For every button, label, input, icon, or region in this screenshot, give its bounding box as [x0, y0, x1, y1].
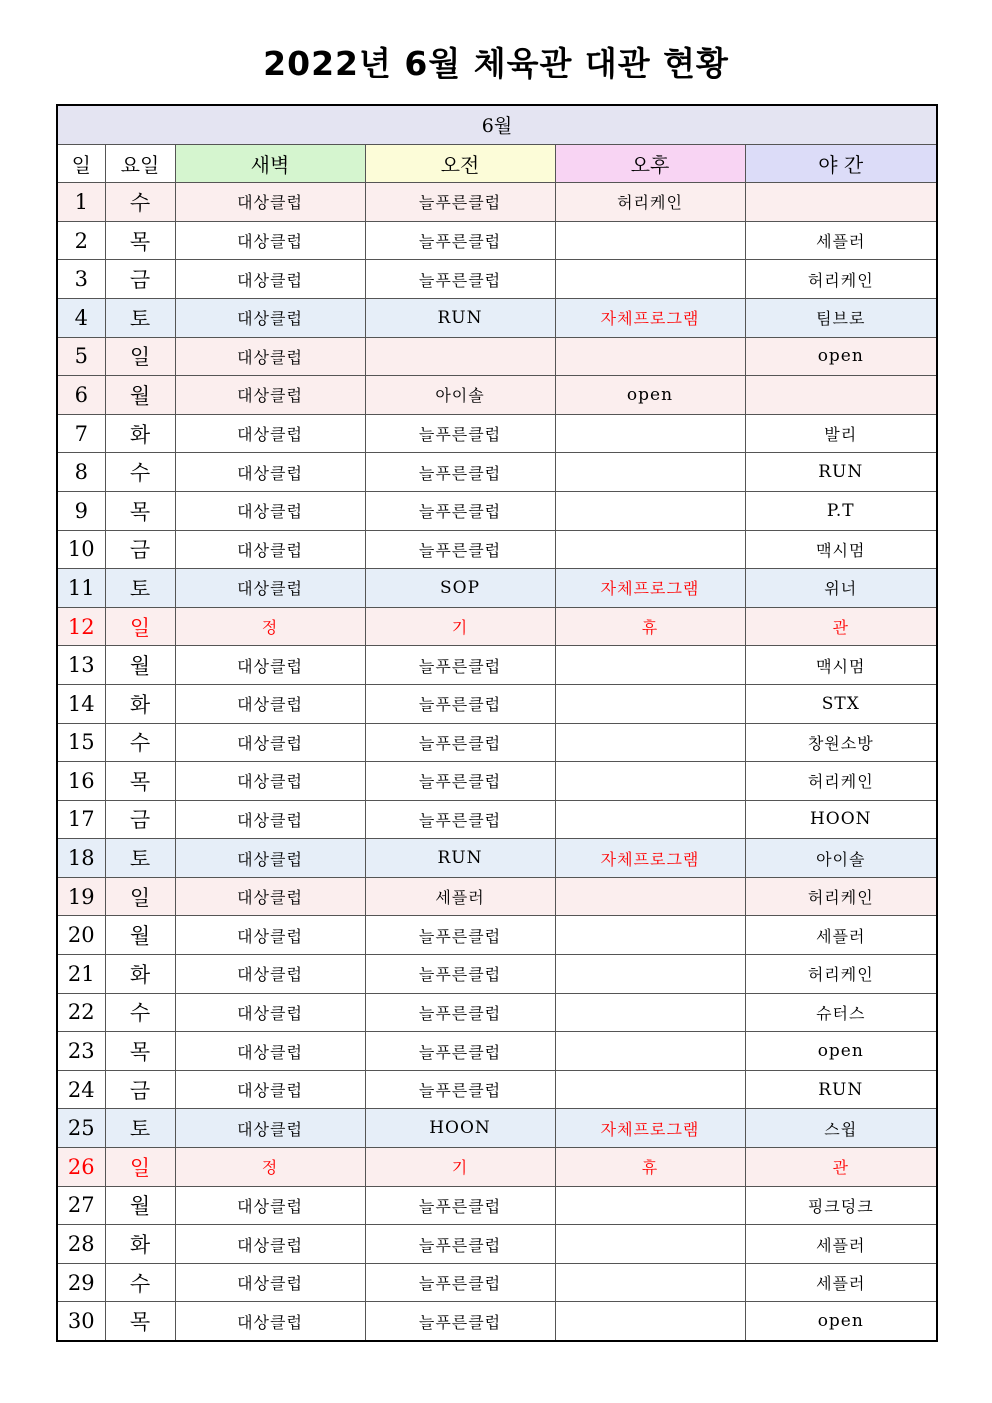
afternoon-cell — [555, 955, 745, 994]
day-cell: 24 — [57, 1070, 105, 1109]
dawn-cell: 대상클럽 — [175, 762, 365, 801]
morning-cell: 늘푸른클럽 — [365, 1225, 555, 1264]
table-row — [57, 337, 937, 376]
table-row — [57, 646, 937, 685]
night-cell — [745, 376, 937, 415]
weekday-cell: 월 — [105, 916, 175, 955]
dawn-cell: 대상클럽 — [175, 453, 365, 492]
dawn-cell: 대상클럽 — [175, 839, 365, 878]
afternoon-cell: 자체프로그램 — [555, 569, 745, 608]
night-cell: 아이솔 — [745, 839, 937, 878]
day-cell: 25 — [57, 1109, 105, 1148]
morning-cell: 늘푸른클럽 — [365, 414, 555, 453]
morning-cell: RUN — [365, 298, 555, 337]
day-cell: 20 — [57, 916, 105, 955]
morning-cell: HOON — [365, 1109, 555, 1148]
weekday-cell: 월 — [105, 1186, 175, 1225]
weekday-cell: 수 — [105, 453, 175, 492]
month-label: 6월 — [57, 105, 937, 144]
table-row — [57, 955, 937, 994]
weekday-cell: 일 — [105, 877, 175, 916]
weekday-cell: 화 — [105, 1225, 175, 1264]
morning-cell: 늘푸른클럽 — [365, 646, 555, 685]
afternoon-cell — [555, 684, 745, 723]
morning-cell: 늘푸른클럽 — [365, 723, 555, 762]
day-cell: 9 — [57, 491, 105, 530]
day-cell: 12 — [57, 607, 105, 646]
afternoon-cell — [555, 916, 745, 955]
table-row — [57, 1186, 937, 1225]
morning-cell: 늘푸른클럽 — [365, 1302, 555, 1341]
weekday-cell: 토 — [105, 1109, 175, 1148]
night-cell: STX — [745, 684, 937, 723]
dawn-cell: 대상클럽 — [175, 955, 365, 994]
day-cell: 8 — [57, 453, 105, 492]
afternoon-cell — [555, 1070, 745, 1109]
table-row — [57, 1263, 937, 1302]
afternoon-cell — [555, 877, 745, 916]
weekday-cell: 일 — [105, 1148, 175, 1187]
dawn-cell: 대상클럽 — [175, 1070, 365, 1109]
morning-cell: 늘푸른클럽 — [365, 916, 555, 955]
table-row — [57, 993, 937, 1032]
afternoon-cell — [555, 337, 745, 376]
night-cell: 슈터스 — [745, 993, 937, 1032]
day-cell: 19 — [57, 877, 105, 916]
dawn-cell: 대상클럽 — [175, 376, 365, 415]
day-cell: 10 — [57, 530, 105, 569]
table-row — [57, 723, 937, 762]
afternoon-cell — [555, 491, 745, 530]
weekday-cell: 목 — [105, 491, 175, 530]
night-cell: HOON — [745, 800, 937, 839]
morning-cell: 늘푸른클럽 — [365, 221, 555, 260]
weekday-cell: 월 — [105, 646, 175, 685]
table-row — [57, 1225, 937, 1264]
day-cell: 29 — [57, 1263, 105, 1302]
afternoon-cell — [555, 646, 745, 685]
night-cell: 핑크덩크 — [745, 1186, 937, 1225]
morning-cell: 늘푸른클럽 — [365, 183, 555, 222]
morning-cell: 늘푸른클럽 — [365, 762, 555, 801]
table-row — [57, 607, 937, 646]
dawn-cell: 대상클럽 — [175, 1263, 365, 1302]
morning-cell: 기 — [365, 1148, 555, 1187]
afternoon-cell — [555, 1302, 745, 1341]
weekday-cell: 수 — [105, 723, 175, 762]
dawn-cell: 대상클럽 — [175, 260, 365, 299]
dawn-cell: 대상클럽 — [175, 916, 365, 955]
afternoon-cell: 휴 — [555, 607, 745, 646]
night-cell: 위너 — [745, 569, 937, 608]
morning-cell: SOP — [365, 569, 555, 608]
table-row — [57, 1148, 937, 1187]
table-row — [57, 1302, 937, 1341]
dawn-cell: 대상클럽 — [175, 877, 365, 916]
table-row — [57, 916, 937, 955]
weekday-cell: 토 — [105, 569, 175, 608]
morning-cell: RUN — [365, 839, 555, 878]
day-cell: 22 — [57, 993, 105, 1032]
morning-cell: 세플러 — [365, 877, 555, 916]
dawn-cell: 대상클럽 — [175, 183, 365, 222]
afternoon-cell — [555, 530, 745, 569]
night-cell: 허리케인 — [745, 762, 937, 801]
column-header-row — [57, 144, 937, 183]
day-cell: 11 — [57, 569, 105, 608]
night-cell: open — [745, 1032, 937, 1071]
weekday-cell: 목 — [105, 762, 175, 801]
night-cell: 발리 — [745, 414, 937, 453]
table-row — [57, 877, 937, 916]
afternoon-cell — [555, 1186, 745, 1225]
table-row — [57, 453, 937, 492]
day-cell: 17 — [57, 800, 105, 839]
morning-cell: 늘푸른클럽 — [365, 800, 555, 839]
night-cell: 맥시멈 — [745, 530, 937, 569]
dawn-cell: 대상클럽 — [175, 298, 365, 337]
morning-cell: 기 — [365, 607, 555, 646]
dawn-cell: 대상클럽 — [175, 1186, 365, 1225]
dawn-cell: 대상클럽 — [175, 491, 365, 530]
dawn-cell: 대상클럽 — [175, 646, 365, 685]
table-row — [57, 1032, 937, 1071]
afternoon-cell — [555, 414, 745, 453]
dawn-cell: 대상클럽 — [175, 569, 365, 608]
weekday-cell: 토 — [105, 298, 175, 337]
table-row — [57, 221, 937, 260]
afternoon-cell: 자체프로그램 — [555, 298, 745, 337]
afternoon-cell — [555, 453, 745, 492]
day-cell: 26 — [57, 1148, 105, 1187]
weekday-cell: 수 — [105, 993, 175, 1032]
night-cell: 허리케인 — [745, 877, 937, 916]
night-cell — [745, 183, 937, 222]
morning-cell — [365, 337, 555, 376]
header-afternoon: 오후 — [555, 144, 745, 183]
day-cell: 4 — [57, 298, 105, 337]
dawn-cell: 정 — [175, 607, 365, 646]
night-cell: open — [745, 1302, 937, 1341]
weekday-cell: 화 — [105, 684, 175, 723]
day-cell: 27 — [57, 1186, 105, 1225]
day-cell: 28 — [57, 1225, 105, 1264]
morning-cell: 늘푸른클럽 — [365, 1263, 555, 1302]
night-cell: 창원소방 — [745, 723, 937, 762]
afternoon-cell — [555, 1263, 745, 1302]
night-cell: 관 — [745, 1148, 937, 1187]
weekday-cell: 금 — [105, 530, 175, 569]
dawn-cell: 대상클럽 — [175, 337, 365, 376]
day-cell: 2 — [57, 221, 105, 260]
afternoon-cell — [555, 800, 745, 839]
afternoon-cell — [555, 762, 745, 801]
table-row — [57, 491, 937, 530]
afternoon-cell — [555, 260, 745, 299]
weekday-cell: 수 — [105, 1263, 175, 1302]
table-row — [57, 414, 937, 453]
morning-cell: 늘푸른클럽 — [365, 1032, 555, 1071]
table-row — [57, 800, 937, 839]
day-cell: 7 — [57, 414, 105, 453]
night-cell: open — [745, 337, 937, 376]
night-cell: 세플러 — [745, 1263, 937, 1302]
afternoon-cell: 자체프로그램 — [555, 839, 745, 878]
morning-cell: 늘푸른클럽 — [365, 453, 555, 492]
day-cell: 16 — [57, 762, 105, 801]
page-title: 2022년 6월 체육관 대관 현황 — [263, 44, 729, 83]
morning-cell: 늘푸른클럽 — [365, 1070, 555, 1109]
night-cell: 팀브로 — [745, 298, 937, 337]
weekday-cell: 일 — [105, 607, 175, 646]
day-cell: 3 — [57, 260, 105, 299]
table-row — [57, 1070, 937, 1109]
weekday-cell: 일 — [105, 337, 175, 376]
dawn-cell: 대상클럽 — [175, 993, 365, 1032]
morning-cell: 아이솔 — [365, 376, 555, 415]
night-cell: 세플러 — [745, 221, 937, 260]
afternoon-cell: 허리케인 — [555, 183, 745, 222]
weekday-cell: 목 — [105, 1032, 175, 1071]
weekday-cell: 화 — [105, 414, 175, 453]
table-row — [57, 183, 937, 222]
header-weekday: 요일 — [105, 144, 175, 183]
month-header-row — [57, 105, 937, 144]
day-cell: 21 — [57, 955, 105, 994]
table-row — [57, 260, 937, 299]
table-row — [57, 569, 937, 608]
afternoon-cell: 자체프로그램 — [555, 1109, 745, 1148]
night-cell: RUN — [745, 1070, 937, 1109]
afternoon-cell — [555, 1032, 745, 1071]
night-cell: 맥시멈 — [745, 646, 937, 685]
weekday-cell: 화 — [105, 955, 175, 994]
day-cell: 15 — [57, 723, 105, 762]
table-row — [57, 530, 937, 569]
header-night: 야 간 — [745, 144, 937, 183]
weekday-cell: 목 — [105, 221, 175, 260]
dawn-cell: 대상클럽 — [175, 1302, 365, 1341]
header-day: 일 — [57, 144, 105, 183]
dawn-cell: 대상클럽 — [175, 1032, 365, 1071]
weekday-cell: 금 — [105, 260, 175, 299]
morning-cell: 늘푸른클럽 — [365, 1186, 555, 1225]
night-cell: 스윕 — [745, 1109, 937, 1148]
afternoon-cell: 휴 — [555, 1148, 745, 1187]
table-row — [57, 376, 937, 415]
day-cell: 6 — [57, 376, 105, 415]
day-cell: 30 — [57, 1302, 105, 1341]
afternoon-cell — [555, 993, 745, 1032]
afternoon-cell: open — [555, 376, 745, 415]
night-cell: P.T — [745, 491, 937, 530]
dawn-cell: 대상클럽 — [175, 530, 365, 569]
day-cell: 23 — [57, 1032, 105, 1071]
header-dawn: 새벽 — [175, 144, 365, 183]
afternoon-cell — [555, 723, 745, 762]
dawn-cell: 정 — [175, 1148, 365, 1187]
schedule-table — [56, 104, 938, 1342]
dawn-cell: 대상클럽 — [175, 684, 365, 723]
night-cell: RUN — [745, 453, 937, 492]
afternoon-cell — [555, 221, 745, 260]
weekday-cell: 금 — [105, 800, 175, 839]
afternoon-cell — [555, 1225, 745, 1264]
table-row — [57, 839, 937, 878]
dawn-cell: 대상클럽 — [175, 723, 365, 762]
day-cell: 18 — [57, 839, 105, 878]
schedule-body — [57, 183, 937, 1341]
dawn-cell: 대상클럽 — [175, 800, 365, 839]
night-cell: 세플러 — [745, 1225, 937, 1264]
table-row — [57, 1109, 937, 1148]
morning-cell: 늘푸른클럽 — [365, 491, 555, 530]
day-cell: 1 — [57, 183, 105, 222]
weekday-cell: 목 — [105, 1302, 175, 1341]
table-row — [57, 762, 937, 801]
night-cell: 허리케인 — [745, 260, 937, 299]
morning-cell: 늘푸른클럽 — [365, 530, 555, 569]
dawn-cell: 대상클럽 — [175, 1109, 365, 1148]
table-row — [57, 298, 937, 337]
weekday-cell: 토 — [105, 839, 175, 878]
night-cell: 허리케인 — [745, 955, 937, 994]
dawn-cell: 대상클럽 — [175, 221, 365, 260]
morning-cell: 늘푸른클럽 — [365, 993, 555, 1032]
dawn-cell: 대상클럽 — [175, 414, 365, 453]
day-cell: 5 — [57, 337, 105, 376]
weekday-cell: 월 — [105, 376, 175, 415]
morning-cell: 늘푸른클럽 — [365, 260, 555, 299]
header-morning: 오전 — [365, 144, 555, 183]
night-cell: 세플러 — [745, 916, 937, 955]
morning-cell: 늘푸른클럽 — [365, 955, 555, 994]
weekday-cell: 수 — [105, 183, 175, 222]
day-cell: 14 — [57, 684, 105, 723]
night-cell: 관 — [745, 607, 937, 646]
day-cell: 13 — [57, 646, 105, 685]
morning-cell: 늘푸른클럽 — [365, 684, 555, 723]
dawn-cell: 대상클럽 — [175, 1225, 365, 1264]
table-row — [57, 684, 937, 723]
weekday-cell: 금 — [105, 1070, 175, 1109]
